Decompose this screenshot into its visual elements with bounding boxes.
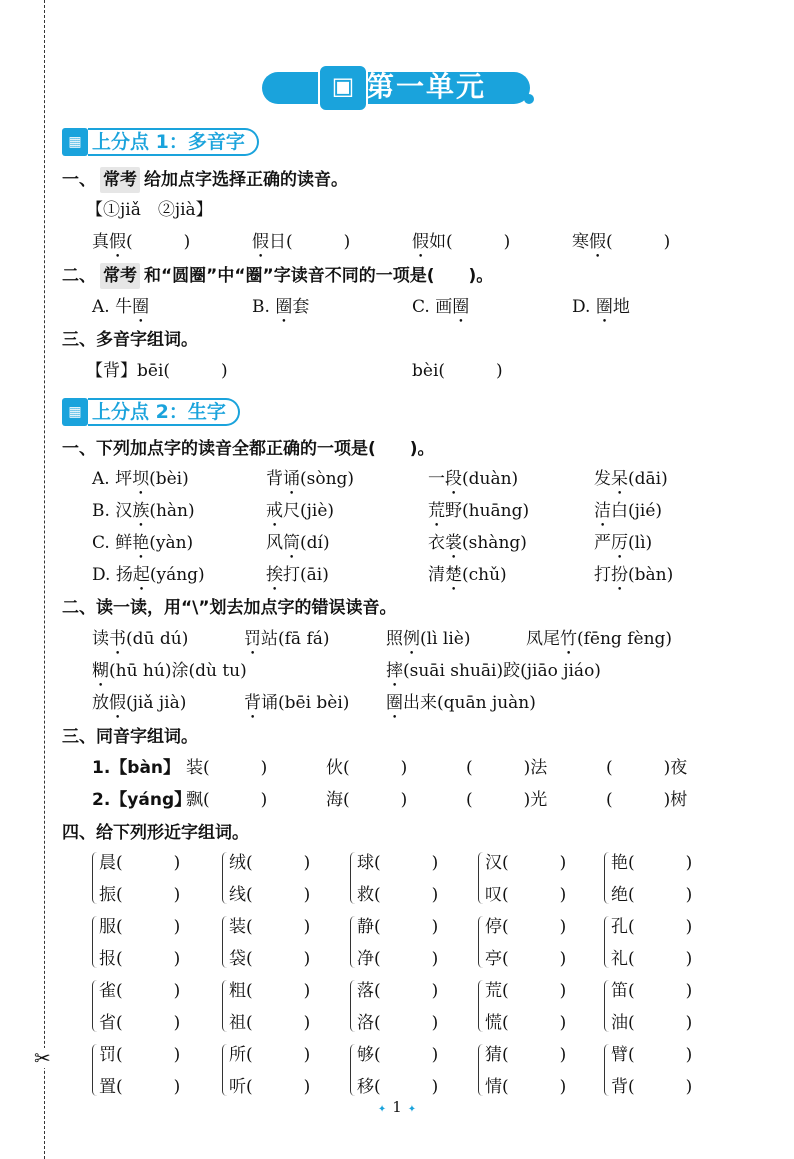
homophone-blank: ( )树 [606,790,688,810]
homophone-blank: 海( ) [326,790,408,810]
choice-item-dotted-char: 筒 [283,533,300,553]
scissors-icon: ✂ [34,1046,51,1070]
bracket-brace [92,916,98,968]
choice-item [92,530,193,556]
choice-item [594,466,668,492]
word-blank: 荒( ) [485,981,567,1001]
word-blank: 油( ) [611,1013,693,1033]
choice-item-dotted-char: 诵 [283,469,300,489]
choice-item-pre: 风 [266,533,283,553]
choice-item-pre: C. 鲜 [92,533,133,553]
word-blank: 洛( ) [357,1013,439,1033]
pinyin-item-post: (dū dú) [126,629,189,649]
s1-q2-lead: 二、 [62,266,96,286]
bar-chart-icon: ▦ [62,128,88,156]
pinyin-item [386,658,601,684]
bracket-brace [478,916,484,968]
s1-q1-options: 【①jiǎ ②jià】 [86,200,213,220]
cut-line [44,0,45,1159]
word-blank: 慌( ) [485,1013,567,1033]
word-blank: 艳( ) [611,853,693,873]
option-item-dotted-char: 圈 [452,297,470,317]
choice-item [428,466,518,492]
word-blank: 晨( ) [99,853,181,873]
bracket-brace [350,980,356,1032]
word-blank: 罚( ) [99,1045,181,1065]
option-item [252,294,309,320]
homophone-blank: 伙( ) [326,758,408,778]
s1-q1-lead: 一、 [62,170,96,190]
bracket-brace [222,980,228,1032]
pinyin-item-dotted-char: 书 [109,629,126,649]
s1-q3-bei4: bèi( ) [412,361,503,381]
homophone-label: 1.【bàn】 [92,758,181,778]
option-item-post: 套 [292,297,310,317]
book-icon: ▣ [318,64,368,112]
choice-item-post: (dí) [300,533,330,553]
jia-item-dotted-char: 假 [589,232,606,252]
word-blank: 背( ) [611,1077,693,1097]
pinyin-item-post: (hū hú)涂(dù tu) [109,661,247,681]
pinyin-item [526,626,672,652]
word-blank: 球( ) [357,853,439,873]
choice-item-pre: 一 [428,469,445,489]
choice-item-dotted-char: 族 [132,501,150,521]
choice-item [428,530,527,556]
word-blank: 听( ) [229,1077,311,1097]
choice-item [266,466,354,492]
pinyin-item-pre: 照 [386,629,403,649]
option-item-pre: D. [572,297,596,317]
jia-item-post: 日( ) [269,232,351,252]
jia-item [92,229,190,255]
s2-q1-stem: 一、下列加点字的读音全都正确的一项是( )。 [62,439,435,459]
choice-item [266,498,334,524]
choice-item-post: 野(huāng) [445,501,530,521]
jia-item-pre: 寒 [572,232,589,252]
pinyin-item-dotted-char: 罚 [244,629,261,649]
choice-item [594,498,662,524]
word-blank: 净( ) [357,949,439,969]
word-blank: 亭( ) [485,949,567,969]
word-blank: 粗( ) [229,981,311,1001]
word-blank: 移( ) [357,1077,439,1097]
pinyin-item-dotted-char: 假 [109,693,126,713]
pinyin-item-post: 站(fā fá) [261,629,330,649]
s1-q2-stem [62,263,493,289]
choice-item-post: (bèi) [149,469,189,489]
choice-item [428,562,507,588]
bracket-brace [478,852,484,904]
pinyin-item-dotted-char: 摔 [386,661,403,681]
page-number: 1 [392,1098,402,1116]
choice-item-pre: B. 汉 [92,501,133,521]
homophone-blank: 装( ) [186,758,268,778]
choice-item-dotted-char: 扮 [611,565,628,585]
pinyin-item-dotted-char: 糊 [92,661,109,681]
pinyin-item-dotted-char: 背 [244,693,261,713]
bracket-brace [350,1044,356,1096]
bracket-brace [350,852,356,904]
bracket-brace [92,1044,98,1096]
word-blank: 汉( ) [485,853,567,873]
pinyin-item-post: (fēng fèng) [577,629,673,649]
choice-item-dotted-char: 段 [445,469,462,489]
unit-banner [262,64,532,110]
choice-item-post: (dāi) [628,469,668,489]
word-blank: 孔( ) [611,917,693,937]
jia-item-post: ( ) [606,232,671,252]
jia-item-post: 如( ) [429,232,511,252]
jia-item-pre: 真 [92,232,109,252]
word-blank: 省( ) [99,1013,181,1033]
bracket-brace [222,916,228,968]
word-blank: 置( ) [99,1077,181,1097]
pinyin-item [92,626,188,652]
bar-chart-icon-2: ▦ [62,398,88,426]
choice-item-dotted-char: 裳 [445,533,462,553]
s1-q3-bei1: 【背】bēi( ) [86,361,228,381]
s1-q1-stem [62,167,348,193]
word-blank: 臂( ) [611,1045,693,1065]
choice-item-dotted-char: 荒 [428,501,445,521]
option-item-dotted-char: 圈 [595,297,613,317]
section-title-1: 上分点 1：多音字 [88,128,259,156]
bracket-brace [92,980,98,1032]
pinyin-item [92,658,247,684]
choice-item-dotted-char: 坝 [132,469,150,489]
s2-q3-stem: 三、同音字组词。 [62,727,198,747]
jia-item-dotted-char: 假 [412,232,429,252]
choice-item [266,562,329,588]
homophone-blank: ( )夜 [606,758,688,778]
word-blank: 情( ) [485,1077,567,1097]
choice-item-post: (yàn) [149,533,194,553]
page-footer [0,1098,794,1116]
bracket-brace [604,852,610,904]
jia-item-dotted-char: 假 [252,232,269,252]
bracket-brace [222,852,228,904]
bracket-brace [350,916,356,968]
word-blank: 停( ) [485,917,567,937]
pinyin-item-pre: 读 [92,629,109,649]
star-icon: ✦ [407,1104,417,1115]
option-item-pre: B. [252,297,276,317]
homophone-blank: ( )法 [466,758,548,778]
option-item [92,294,149,320]
choice-item-pre: 发 [594,469,611,489]
choice-item-post: (lì) [628,533,653,553]
choice-item-dotted-char: 戒 [266,501,283,521]
choice-item [92,498,195,524]
choice-item-dotted-char: 楚 [445,565,462,585]
choice-item [92,466,189,492]
choice-item-post: (yáng) [149,565,205,585]
choice-item-dotted-char: 厉 [611,533,628,553]
choice-item-post: 打(āi) [283,565,329,585]
word-blank: 静( ) [357,917,439,937]
choice-item-post: (sòng) [300,469,355,489]
choice-item-pre: 打 [594,565,611,585]
word-blank: 报( ) [99,949,181,969]
option-item [572,294,630,320]
bracket-brace [604,1044,610,1096]
choice-item-dotted-char: 挨 [266,565,283,585]
pinyin-item-post: (lì liè) [420,629,471,649]
pinyin-item [244,626,330,652]
word-blank: 礼( ) [611,949,693,969]
word-blank: 绒( ) [229,853,311,873]
choice-item-post: (duàn) [462,469,519,489]
choice-item [594,530,652,556]
pinyin-item-pre: 放 [92,693,109,713]
pinyin-item-dotted-char: 圈 [386,693,403,713]
pinyin-item [92,690,186,716]
frequent-badge-2: 常考 [100,263,140,289]
word-blank: 装( ) [229,917,311,937]
homophone-blank: ( )光 [466,790,548,810]
pinyin-item-dotted-char: 竹 [560,629,577,649]
frequent-badge: 常考 [100,167,140,193]
pinyin-item [386,626,470,652]
word-blank: 救( ) [357,885,439,905]
bracket-brace [478,980,484,1032]
choice-item-post: 尺(jiè) [283,501,335,521]
jia-item [412,229,510,255]
choice-item-pre: 背 [266,469,283,489]
option-item-post: 地 [612,297,630,317]
word-blank: 绝( ) [611,885,693,905]
word-blank: 所( ) [229,1045,311,1065]
pinyin-item-pre: 凤尾 [526,629,560,649]
choice-item-pre: 衣 [428,533,445,553]
homophone-blank: 飘( ) [186,790,268,810]
word-blank: 线( ) [229,885,311,905]
pinyin-item-post: (jiǎ jià) [126,693,187,713]
pinyin-item-post: (suāi shuāi)跤(jiāo jiáo) [403,661,601,681]
jia-item-post: ( ) [126,232,191,252]
choice-item-post: (shàng) [462,533,527,553]
banner-dot [524,94,534,104]
choice-item-pre: A. 坪 [92,469,133,489]
choice-item-post: (chǔ) [462,565,507,585]
choice-item-dotted-char: 洁 [594,501,611,521]
pinyin-item [386,690,536,716]
choice-item-dotted-char: 起 [132,565,150,585]
bracket-brace [604,916,610,968]
pinyin-item [244,690,349,716]
word-blank: 叹( ) [485,885,567,905]
word-blank: 雀( ) [99,981,181,1001]
choice-item [266,530,330,556]
jia-item [252,229,350,255]
choice-item-pre: D. 扬 [92,565,133,585]
bracket-brace [478,1044,484,1096]
s1-q1-text: 给加点字选择正确的读音。 [144,170,348,190]
option-item-pre: A. 牛 [92,297,133,317]
option-item [412,294,469,320]
choice-item-pre: 清 [428,565,445,585]
bracket-brace [222,1044,228,1096]
option-item-dotted-char: 圈 [275,297,293,317]
section-title-2: 上分点 2：生字 [88,398,240,426]
choice-item-post: (hàn) [149,501,195,521]
star-icon: ✦ [377,1104,387,1115]
jia-item [572,229,670,255]
choice-item-dotted-char: 艳 [132,533,150,553]
bracket-brace [92,852,98,904]
pinyin-item-dotted-char: 例 [403,629,420,649]
pinyin-item-post: 出来(quān juàn) [403,693,536,713]
unit-title: 第一单元 [366,70,487,103]
choice-item [92,562,205,588]
word-blank: 够( ) [357,1045,439,1065]
s2-q4-stem: 四、给下列形近字组词。 [62,823,249,843]
choice-item [428,498,529,524]
option-item-pre: C. 画 [412,297,453,317]
word-blank: 落( ) [357,981,439,1001]
word-blank: 笛( ) [611,981,693,1001]
jia-item-dotted-char: 假 [109,232,126,252]
choice-item-post: (bàn) [628,565,674,585]
option-item-dotted-char: 圈 [132,297,150,317]
word-blank: 祖( ) [229,1013,311,1033]
word-blank: 猜( ) [485,1045,567,1065]
homophone-label: 2.【yáng】 [92,790,192,810]
word-blank: 振( ) [99,885,181,905]
choice-item-dotted-char: 呆 [611,469,628,489]
word-blank: 服( ) [99,917,181,937]
choice-item-pre: 严 [594,533,611,553]
choice-item-post: 白(jié) [611,501,663,521]
bracket-brace [604,980,610,1032]
pinyin-item-post: 诵(bēi bèi) [261,693,350,713]
choice-item [594,562,673,588]
word-blank: 袋( ) [229,949,311,969]
s2-q2-stem: 二、读一读，用“\”划去加点字的错误读音。 [62,598,397,618]
s1-q2-text: 和“圆圈”中“圈”字读音不同的一项是( )。 [144,266,494,286]
s1-q3-stem: 三、多音字组词。 [62,330,198,350]
